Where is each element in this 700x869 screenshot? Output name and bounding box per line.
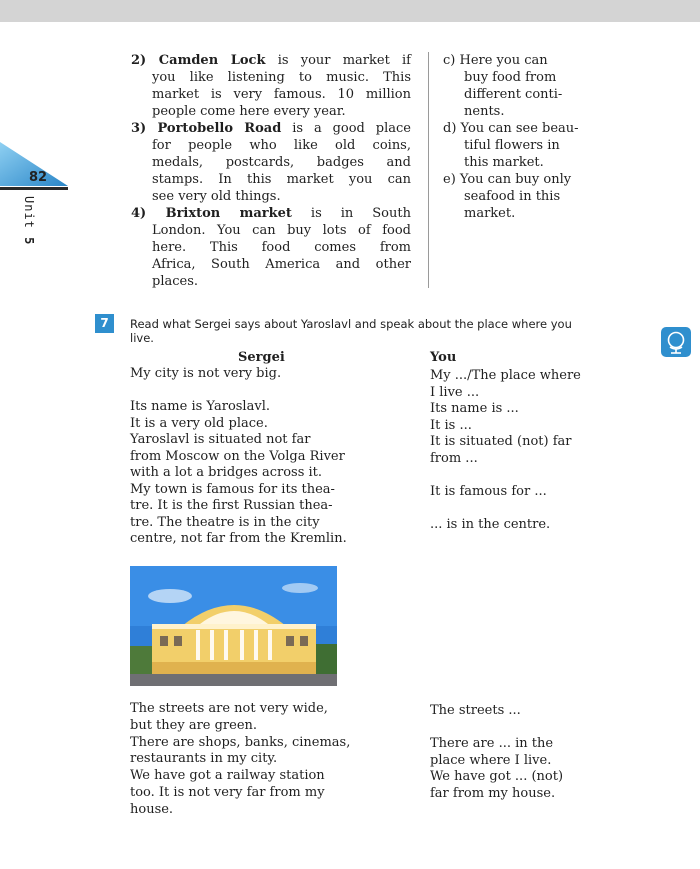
- text-line: The streets ...: [430, 703, 521, 718]
- market-item-2-line: people come here every year.: [152, 104, 346, 119]
- text-line: place where I live.: [430, 752, 552, 768]
- text-line: Its name is Yaroslavl.: [130, 399, 270, 414]
- unit-label: [22, 196, 36, 245]
- market-item-4-line: places.: [152, 274, 199, 289]
- market-item-4-line: here. This food comes from: [152, 240, 411, 255]
- text-line: from Moscow on the Volga River: [130, 448, 345, 464]
- answer-line: tiful flowers in: [464, 138, 560, 153]
- text-line: It is famous for ...: [430, 483, 547, 499]
- answer-line: nents.: [464, 104, 505, 119]
- market-item-2-line: market is very famous. 10 million: [152, 87, 411, 102]
- answer-line: seafood in this: [464, 189, 561, 204]
- text-line: I live ...: [430, 384, 480, 400]
- page-number: 82: [29, 170, 48, 185]
- column-divider: [428, 52, 429, 288]
- text-line: It is a very old place.: [130, 415, 268, 431]
- text-line: My city is not very big.: [130, 366, 282, 381]
- text-line: restaurants in my city.: [130, 751, 278, 767]
- text-line: There are ... in the: [430, 736, 554, 751]
- market-item-3-line: for people who like old coins,: [152, 138, 411, 153]
- market-name: 2) Camden Lock: [131, 53, 266, 68]
- text-line: Yaroslavl is situated not far: [130, 432, 311, 447]
- market-item-3-line: 3) Portobello Road is a good place: [131, 121, 411, 136]
- sergei-column-header: Sergei: [238, 350, 285, 365]
- page-number-rule: [0, 187, 68, 190]
- text-line: My .../The place where: [430, 368, 581, 383]
- market-item-2-line: you like listening to music. This: [152, 70, 411, 85]
- text-line: but they are green.: [130, 717, 258, 733]
- market-item-3-line: medals, postcards, badges and: [152, 155, 411, 170]
- globe-icon[interactable]: [661, 327, 691, 357]
- text-line: with a lot a bridges across it.: [130, 465, 323, 480]
- yaroslavl-theatre-photo: [130, 566, 337, 686]
- exercise-number-badge: 7: [95, 314, 114, 333]
- you-column-header: You: [430, 350, 457, 365]
- market-item-3-line: see very old things.: [152, 189, 281, 204]
- answer-line: buy food from: [464, 70, 557, 85]
- text-line: It is situated (not) far: [430, 434, 572, 449]
- market-item-4-line: Africa, South America and other: [152, 257, 411, 272]
- exercise-instruction: Read what Sergei says about Yaroslavl and speak about the place where you: [130, 317, 572, 331]
- text-line: The streets are not very wide,: [130, 701, 328, 716]
- text-line: tre. It is the first Russian thea-: [130, 498, 333, 513]
- text-line: My town is famous for its thea-: [130, 481, 335, 497]
- answer-line: this market.: [464, 155, 544, 170]
- unit-number: 5: [22, 237, 36, 246]
- text-line: We have got ... (not): [430, 769, 564, 784]
- answer-line: c) Here you can: [443, 53, 548, 68]
- unit-word: Unit: [22, 196, 36, 229]
- text-line: It is ...: [430, 417, 472, 433]
- text-line: too. It is not very far from my: [130, 785, 325, 800]
- text-line: centre, not far from the Kremlin.: [130, 531, 347, 546]
- market-name: 3) Portobello Road: [131, 121, 282, 136]
- answer-line: market.: [464, 206, 516, 221]
- text-line: ... is in the centre.: [430, 516, 551, 532]
- market-item-3-line: stamps. In this market you can: [152, 172, 411, 187]
- text-line: tre. The theatre is in the city: [130, 514, 320, 530]
- market-name: 4) Brixton market: [131, 206, 292, 221]
- text-line: from ...: [430, 450, 478, 466]
- top-bar: [0, 0, 700, 22]
- text-line: house.: [130, 801, 174, 817]
- text-line: far from my house.: [430, 785, 556, 801]
- exercise-instruction-cont: live.: [130, 331, 154, 345]
- market-item-4-line: London. You can buy lots of food: [152, 223, 411, 238]
- answer-line: different conti-: [464, 87, 563, 102]
- text-line: We have got a railway station: [130, 768, 325, 784]
- answer-line: d) You can see beau-: [443, 121, 579, 136]
- market-item-2-line: 2) Camden Lock is your market if: [131, 53, 411, 68]
- answer-line: e) You can buy only: [443, 172, 572, 187]
- market-item-4-line: 4) Brixton market is in South: [131, 206, 411, 221]
- text-line: There are shops, banks, cinemas,: [130, 734, 351, 750]
- text-line: Its name is ...: [430, 401, 519, 416]
